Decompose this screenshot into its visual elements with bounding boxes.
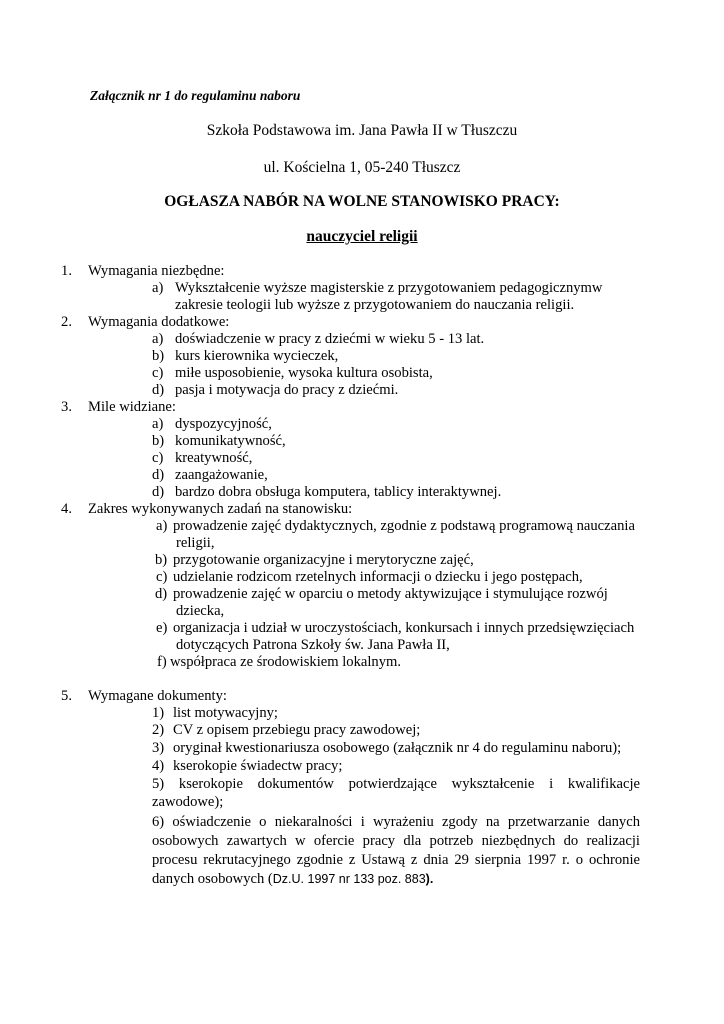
school-name: Szkoła Podstawowa im. Jana Pawła II w Tłuszczu (206, 122, 518, 139)
section-heading: Wymagania dodatkowe: (88, 314, 230, 330)
section-number: 5. (61, 688, 72, 704)
list-item: doświadczenie w pracy z dziećmi w wieku 5 - 13 lat. (175, 331, 485, 347)
list-marker: e) (156, 620, 168, 636)
list-marker: d) (152, 484, 165, 500)
list-marker: 4) (152, 758, 165, 774)
section-heading: Wymagania niezbędne: (88, 263, 225, 279)
list-item: komunikatywność, (175, 433, 286, 449)
list-item-continuation: zakresie teologii lub wyższe z przygotowaniem do nauczania religii. (175, 297, 575, 313)
list-marker: d) (152, 467, 165, 483)
list-item: prowadzenie zajęć w oparciu o metody aktywizujące i stymulujące rozwój (173, 586, 608, 602)
position-title: nauczyciel religii (306, 228, 418, 245)
list-item: Wykształcenie wyższe magisterskie z przygotowaniem pedagogicznymw (175, 280, 603, 296)
list-item: 6) oświadczenie o niekaralności i wyrażeniu zgody na przetwarzanie danych (152, 814, 640, 830)
school-address: ul. Kościelna 1, 05-240 Tłuszcz (263, 159, 461, 176)
list-marker: a) (152, 416, 164, 432)
list-marker: a) (152, 331, 164, 347)
list-item: kreatywność, (175, 450, 253, 466)
section-heading: Wymagane dokumenty: (88, 688, 227, 704)
list-marker: b) (152, 348, 165, 364)
list-item-continuation: osobowych zawartych w ofercie pracy dla potrzeb niezbędnych do realizacji (152, 833, 640, 849)
section-number: 1. (61, 263, 72, 279)
list-item: kurs kierownika wycieczek, (175, 348, 339, 364)
announcement-title: OGŁASZA NABÓR NA WOLNE STANOWISKO PRACY: (164, 193, 560, 210)
list-item: CV z opisem przebiegu pracy zawodowej; (173, 722, 421, 738)
section-number: 3. (61, 399, 72, 415)
section-heading: Mile widziane: (88, 399, 176, 415)
list-item: udzielanie rodzicom rzetelnych informacji o dziecku i jego postępach, (173, 569, 583, 585)
list-marker: c) (152, 365, 164, 381)
list-item: zaangażowanie, (175, 467, 268, 483)
list-item: oryginał kwestionariusza osobowego (załącznik nr 4 do regulaminu naboru); (173, 740, 622, 756)
list-marker: c) (156, 569, 168, 585)
list-item-continuation: zawodowe); (152, 794, 224, 810)
text-end: ). (425, 872, 434, 886)
list-item-continuation: dziecka, (176, 603, 225, 619)
list-item-continuation: dotyczących Patrona Szkoły św. Jana Pawła II, (176, 637, 450, 653)
list-item: 5) kserokopie dokumentów potwierdzające wykształcenie i kwalifikacje (152, 776, 640, 792)
list-marker: d) (155, 586, 168, 602)
text-main: danych osobowych ( (152, 871, 273, 887)
list-marker: f) (157, 654, 167, 670)
list-marker: c) (152, 450, 164, 466)
list-marker: 3) (152, 740, 165, 756)
list-marker: 1) (152, 705, 165, 721)
list-marker: b) (152, 433, 165, 449)
list-item: przygotowanie organizacyjne i merytoryczne zajęć, (173, 552, 474, 568)
list-item-continuation: procesu rekrutacyjnego zgodnie z Ustawą z dnia 29 sierpnia 1997 r. o ochronie (152, 852, 640, 868)
list-item-continuation (152, 871, 433, 888)
list-item: miłe usposobienie, wysoka kultura osobista, (175, 365, 433, 381)
section-number: 4. (61, 501, 72, 517)
list-marker: a) (152, 280, 164, 296)
section-heading: Zakres wykonywanych zadań na stanowisku: (88, 501, 353, 517)
list-marker: 2) (152, 722, 165, 738)
section-number: 2. (61, 314, 72, 330)
list-item: kserokopie świadectw pracy; (173, 758, 343, 774)
list-item-continuation: religii, (176, 535, 215, 551)
list-item: prowadzenie zajęć dydaktycznych, zgodnie z podstawą programową nauczania (173, 518, 635, 534)
list-item: dyspozycyjność, (175, 416, 272, 432)
list-item: bardzo dobra obsługa komputera, tablicy interaktywnej. (175, 484, 502, 500)
legal-reference: Dz.U. 1997 nr 133 poz. 883 (272, 872, 426, 886)
list-item: organizacja i udział w uroczystościach, konkursach i innych przedsięwzięciach (173, 620, 635, 636)
list-item: list motywacyjny; (173, 705, 278, 721)
list-item: współpraca ze środowiskiem lokalnym. (170, 654, 402, 670)
list-item: pasja i motywacja do pracy z dziećmi. (175, 382, 399, 398)
list-marker: a) (156, 518, 168, 534)
list-marker: b) (155, 552, 168, 568)
list-marker: d) (152, 382, 165, 398)
attachment-note: Załącznik nr 1 do regulaminu naboru (90, 88, 301, 103)
